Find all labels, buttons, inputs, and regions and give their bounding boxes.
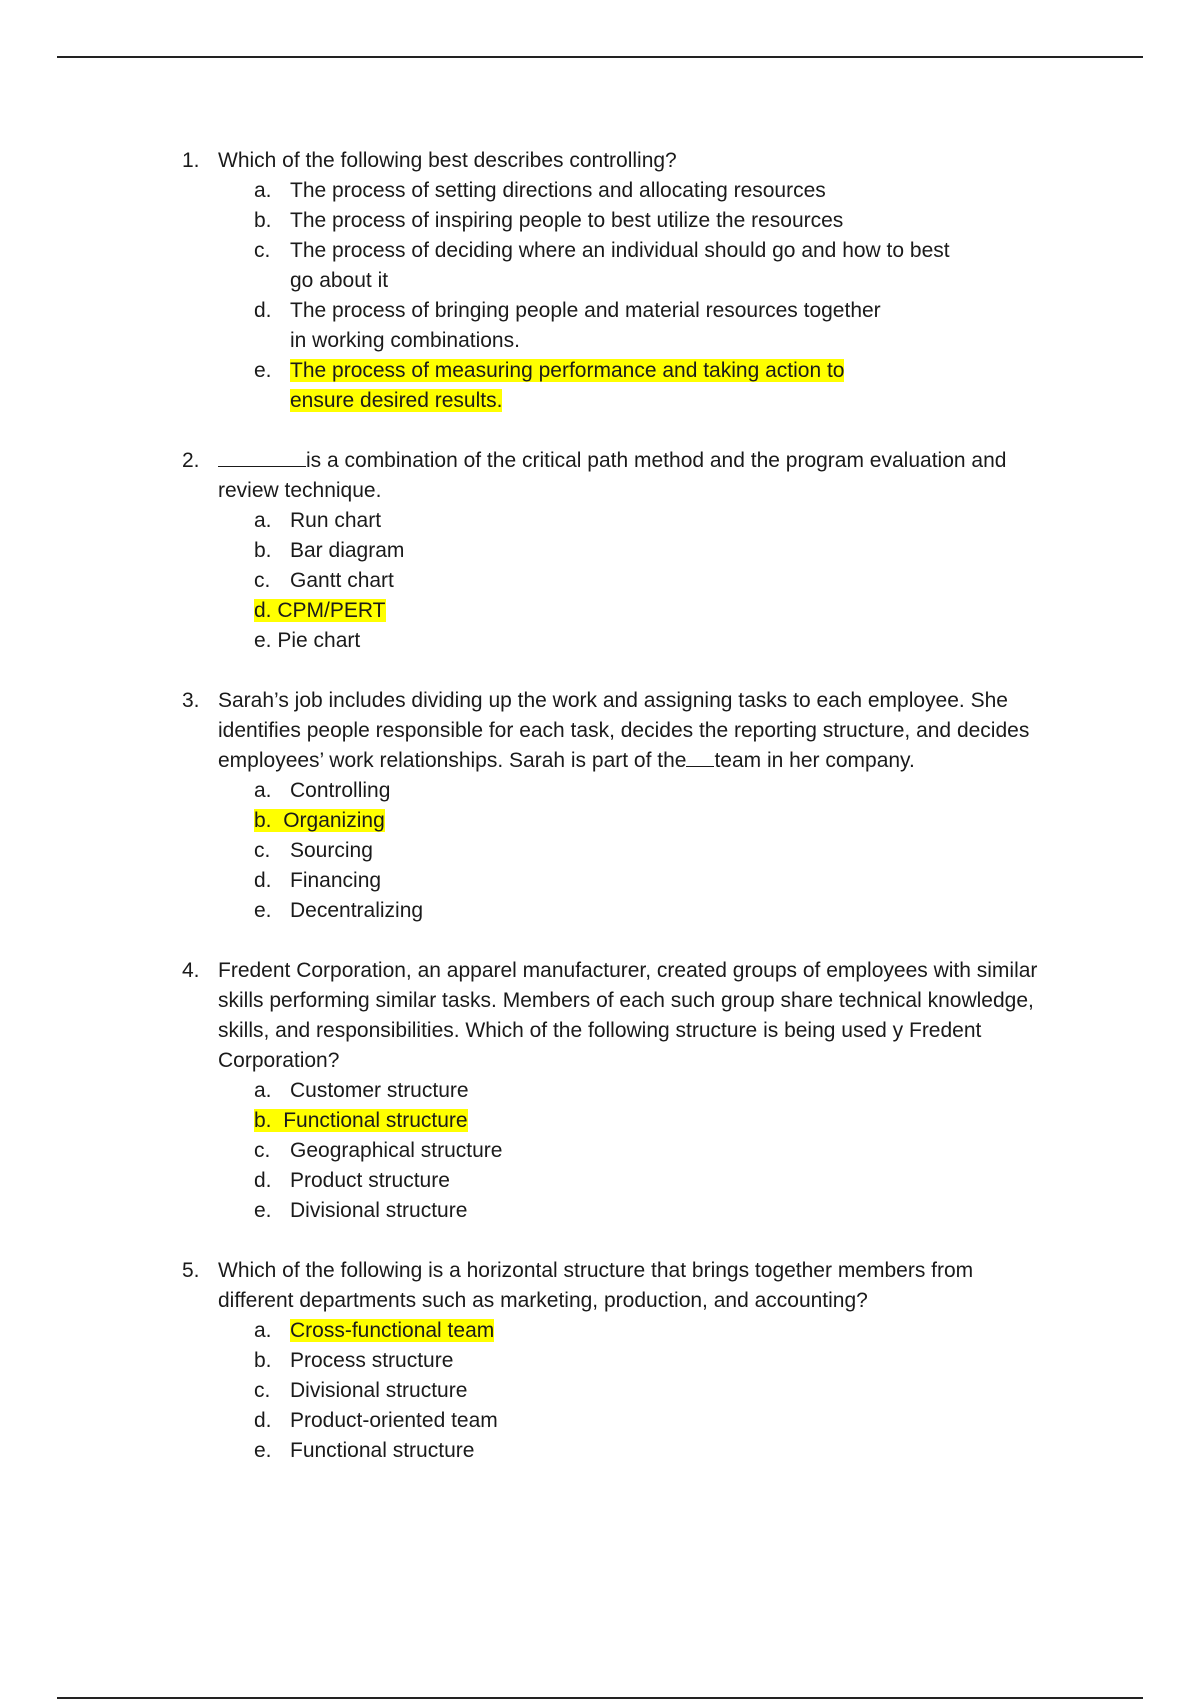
answer-highlight: b. Functional structure: [254, 1109, 468, 1132]
option-b: b. Process structure: [254, 1349, 454, 1372]
question-text: Fredent Corporation, an apparel manufacturer, created groups of employees with similar skills performing similar tasks. Members of each such group share technical knowledge, skills, and responsibilities. Which of the following structure is being used y Fredent Corporation?: [218, 959, 1038, 1072]
quiz-document: [182, 146, 1082, 1496]
answer-highlight: The process of measuring performance and taking action to ensure desired results.: [290, 359, 845, 412]
option-b: b. Bar diagram: [254, 539, 405, 562]
question-4: [182, 956, 1082, 1226]
question-text: is a combination of the critical path method and the program evaluation and review technique.: [218, 449, 1007, 502]
option-e: e. Divisional structure: [254, 1199, 468, 1222]
option-d: d. The process of bringing people and material resources together in working combinations.: [254, 299, 881, 352]
answer-highlight: Cross-functional team: [290, 1319, 495, 1342]
question-number: 1.: [182, 149, 200, 172]
header-rule: [57, 56, 1143, 58]
option-d-correct: [182, 596, 1082, 626]
answer-highlight: b. Organizing: [254, 809, 385, 832]
option-a: a. Controlling: [254, 779, 391, 802]
option-b: b. The process of inspiring people to best utilize the resources: [254, 209, 844, 232]
option-e-correct: e. The process of measuring performance and taking action to ensure desired results.: [254, 359, 845, 412]
question-number: 2.: [182, 449, 200, 472]
option-e: e. Functional structure: [254, 1439, 475, 1462]
question-number: 5.: [182, 1259, 200, 1282]
fill-in-blank: [686, 748, 714, 767]
option-d: d. Product structure: [254, 1169, 450, 1192]
answer-highlight: d. CPM/PERT: [254, 599, 386, 622]
question-text: Which of the following is a horizontal structure that brings together members from different departments such as marketing, production, and accounting?: [218, 1259, 974, 1312]
option-e: e. Pie chart: [254, 629, 361, 652]
option-e: e. Decentralizing: [254, 899, 424, 922]
option-b-correct: [182, 1106, 1082, 1136]
question-number: 3.: [182, 689, 200, 712]
question-5: [182, 1256, 1082, 1466]
option-a-correct: a. Cross-functional team: [254, 1319, 495, 1342]
option-d: d. Financing: [254, 869, 382, 892]
question-text: Sarah’s job includes dividing up the work and assigning tasks to each employee. She identifies people responsible for each task, decides the reporting structure, and decides employees’ work relationships. Sarah is part of the team in her company.: [218, 689, 1030, 772]
fill-in-blank: [218, 448, 306, 467]
option-a: a. The process of setting directions and allocating resources: [254, 179, 826, 202]
option-b-correct: [182, 806, 1082, 836]
question-3: [182, 686, 1082, 926]
option-a: a. Run chart: [254, 509, 382, 532]
question-1: [182, 146, 1082, 416]
option-c: c. Geographical structure: [254, 1139, 503, 1162]
option-c: c. Divisional structure: [254, 1379, 468, 1402]
option-c: c. Gantt chart: [254, 569, 394, 592]
question-number: 4.: [182, 959, 200, 982]
option-c: c. Sourcing: [254, 839, 373, 862]
option-a: a. Customer structure: [254, 1079, 469, 1102]
option-c: c. The process of deciding where an individual should go and how to best go about it: [254, 239, 950, 292]
option-d: d. Product-oriented team: [254, 1409, 498, 1432]
question-text: Which of the following best describes controlling?: [218, 149, 677, 172]
question-2: [182, 446, 1082, 656]
footer-rule: [57, 1697, 1143, 1699]
